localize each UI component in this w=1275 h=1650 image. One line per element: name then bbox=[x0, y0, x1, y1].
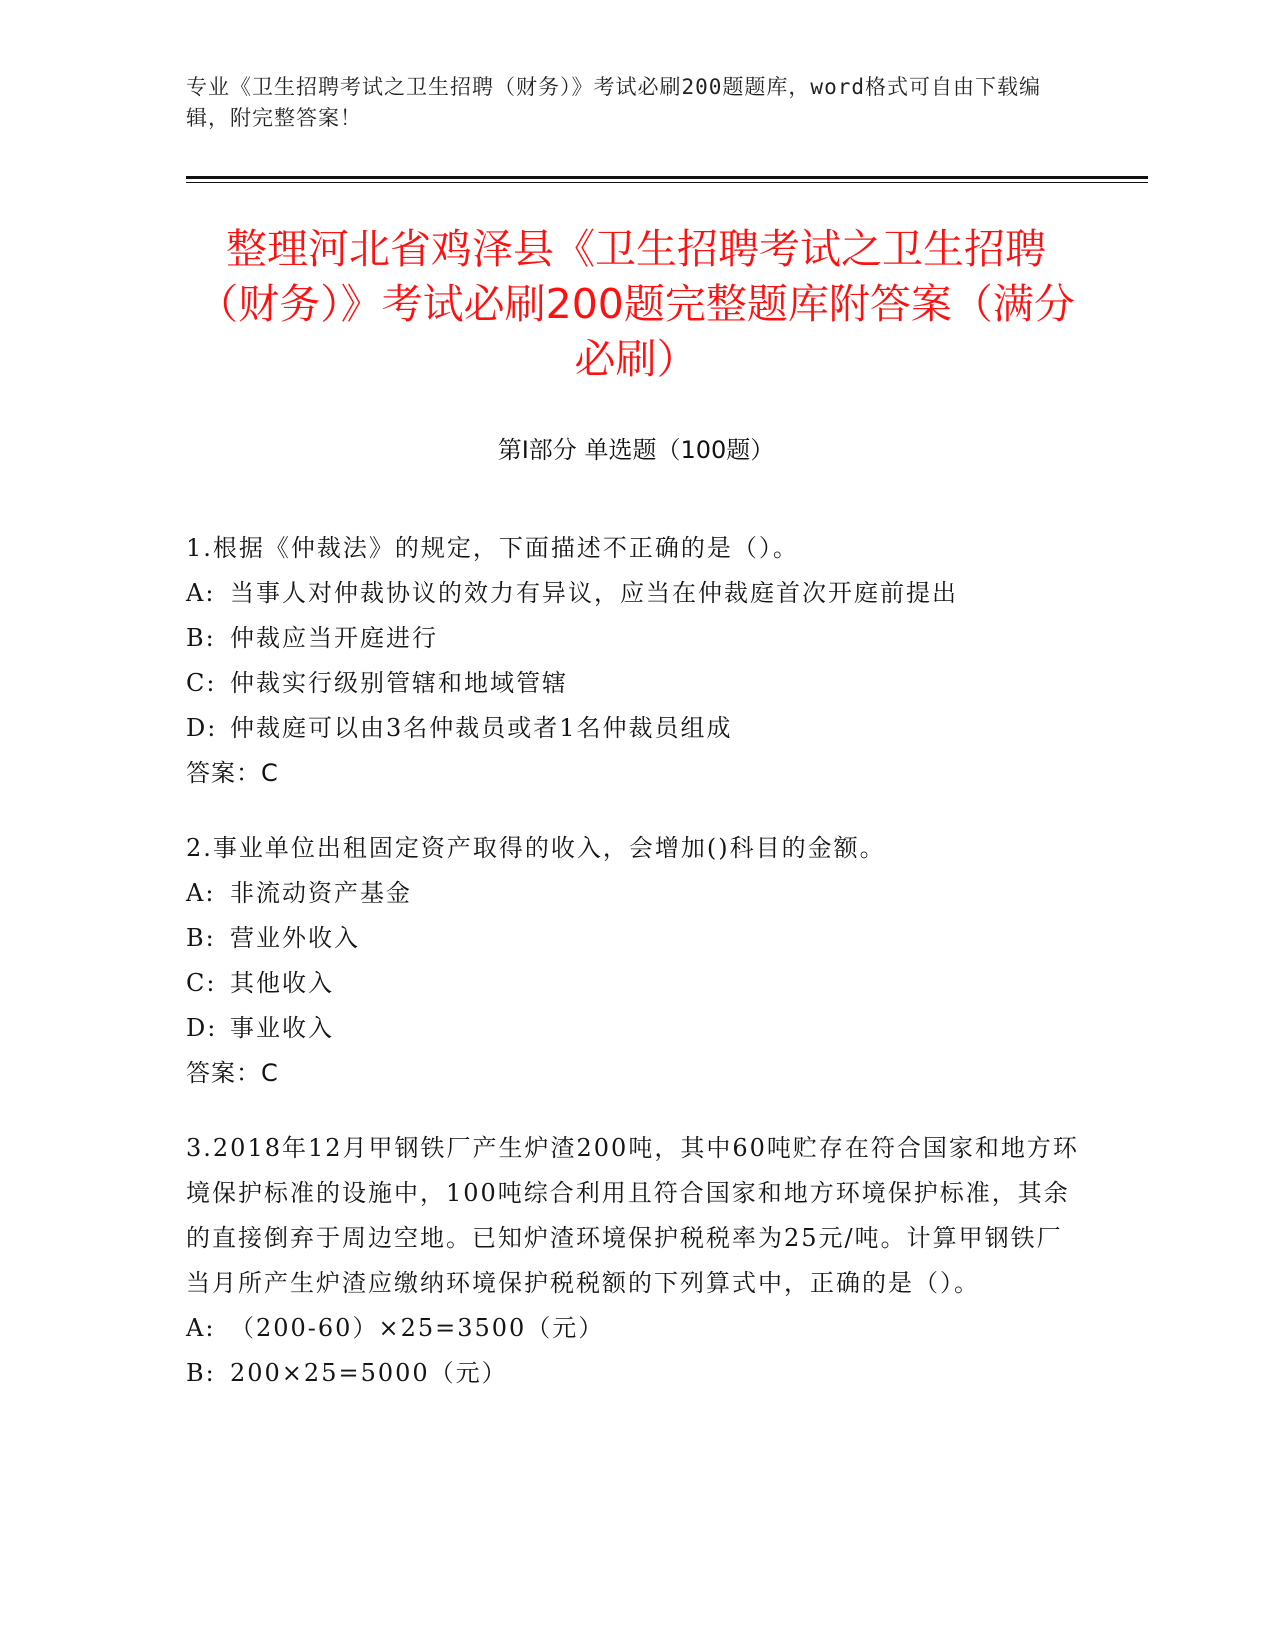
option-letter: C: bbox=[186, 969, 217, 997]
question-stem: 1.根据《仲裁法》的规定，下面描述不正确的是（）。 bbox=[186, 534, 799, 562]
option-d bbox=[186, 706, 1086, 751]
option-text: 其他收入 bbox=[230, 969, 334, 997]
option-a bbox=[186, 871, 1086, 916]
option-b bbox=[186, 616, 1086, 661]
question-1 bbox=[186, 526, 1086, 796]
document-title: 整理河北省鸡泽县《卫生招聘考试之卫生招聘（财务）》考试必刷200题完整题库附答案（满分必刷） bbox=[197, 225, 1075, 383]
option-letter: B: bbox=[186, 624, 216, 652]
answer-line: 答案：C bbox=[186, 1059, 279, 1087]
option-text: 当事人对仲裁协议的效力有异议，应当在仲裁庭首次开庭前提出 bbox=[230, 579, 958, 607]
option-b bbox=[186, 916, 1086, 961]
header-divider-thin bbox=[186, 182, 1148, 183]
question-stem: 2.事业单位出租固定资产取得的收入，会增加()科目的金额。 bbox=[186, 834, 886, 862]
question-list bbox=[186, 526, 1086, 1426]
option-letter: A: bbox=[186, 579, 216, 607]
option-text: 营业外收入 bbox=[230, 924, 360, 952]
question-2 bbox=[186, 826, 1086, 1096]
section-heading: 第Ⅰ部分 单选题（100题） bbox=[497, 436, 775, 464]
option-a bbox=[186, 1306, 1086, 1351]
option-text: 仲裁庭可以由3名仲裁员或者1名仲裁员组成 bbox=[230, 714, 733, 742]
option-text: 仲裁应当开庭进行 bbox=[230, 624, 438, 652]
option-c bbox=[186, 661, 1086, 706]
option-c bbox=[186, 961, 1086, 1006]
option-letter: B: bbox=[186, 924, 216, 952]
answer-line: 答案：C bbox=[186, 759, 279, 787]
option-a bbox=[186, 571, 1086, 616]
option-text: 仲裁实行级别管辖和地域管辖 bbox=[230, 669, 568, 697]
option-letter: D: bbox=[186, 1014, 218, 1042]
option-b bbox=[186, 1351, 1086, 1396]
option-text: 事业收入 bbox=[230, 1014, 334, 1042]
option-text: （200-60）×25=3500（元） bbox=[230, 1314, 605, 1342]
header-note: 专业《卫生招聘考试之卫生招聘（财务）》考试必刷200题题库，word格式可自由下载编辑，附完整答案！ bbox=[186, 75, 1041, 130]
option-text: 200×25=5000（元） bbox=[230, 1359, 508, 1387]
question-3 bbox=[186, 1126, 1086, 1396]
option-d bbox=[186, 1006, 1086, 1051]
option-text: 非流动资产基金 bbox=[230, 879, 412, 907]
option-letter: B: bbox=[186, 1359, 216, 1387]
option-letter: A: bbox=[186, 1314, 216, 1342]
option-letter: A: bbox=[186, 879, 216, 907]
question-stem: 3.2018年12月甲钢铁厂产生炉渣200吨，其中60吨贮存在符合国家和地方环境保护标准的设施中，100吨综合利用且符合国家和地方环境保护标准，其余的直接倒弃于周边空地。已知炉渣环境保护税税率为25元/吨。计算甲钢铁厂当月所产生炉渣应缴纳环境保护税税额的下列算式中，正确的是（）。 bbox=[186, 1134, 1079, 1297]
header-divider-thick bbox=[186, 176, 1148, 179]
option-letter: C: bbox=[186, 669, 217, 697]
option-letter: D: bbox=[186, 714, 218, 742]
